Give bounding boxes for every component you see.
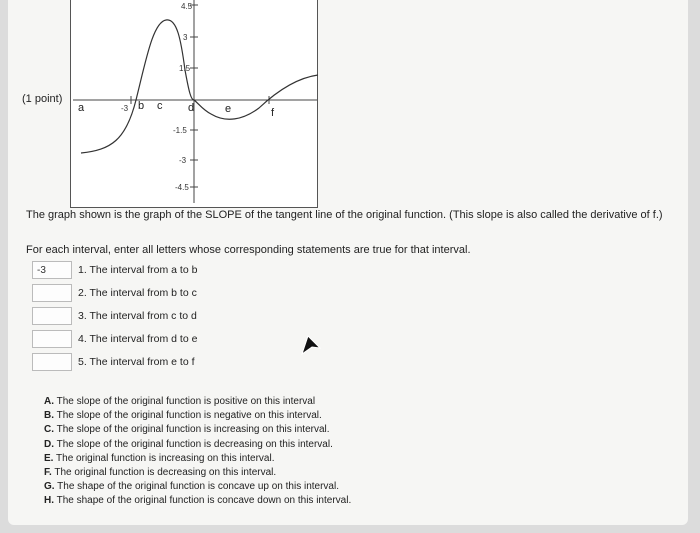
y-tick-label: 4.5 <box>181 2 193 11</box>
point-letter-c: c <box>157 100 163 112</box>
statement-key: B. <box>44 410 54 422</box>
graph-svg <box>71 0 319 208</box>
answer-row <box>32 330 292 350</box>
point-letter-d: d <box>188 102 195 114</box>
answer-row <box>32 353 292 373</box>
answer-row <box>32 261 292 281</box>
statement-item <box>44 395 351 409</box>
answer-input-2[interactable] <box>32 284 72 302</box>
statement-item <box>44 409 351 423</box>
point-letter-b: b <box>138 100 145 112</box>
answer-input-3[interactable] <box>32 307 72 325</box>
answer-input-5[interactable] <box>32 353 72 371</box>
statement-item <box>44 452 351 466</box>
statement-key: D. <box>44 438 54 450</box>
point-letter-f: f <box>271 107 275 119</box>
answer-row <box>32 307 292 327</box>
answer-label-1: 1. The interval from a to b <box>78 264 198 276</box>
statement-list <box>44 395 351 509</box>
answer-label-4: 4. The interval from d to e <box>78 333 198 345</box>
point-letter-a: a <box>78 102 85 114</box>
statement-key: E. <box>44 452 54 464</box>
statement-key: G. <box>44 481 55 493</box>
derivative-graph <box>70 0 318 208</box>
y-tick-label: -4.5 <box>175 183 189 192</box>
statement-key: F. <box>44 467 52 479</box>
statement-text: The slope of the original function is positive on this interval <box>54 396 316 407</box>
statement-text: The original function is decreasing on this interval. <box>51 467 277 479</box>
statement-item <box>44 494 351 508</box>
statement-text: The slope of the original function is negative on this interval. <box>54 410 322 422</box>
statement-key: A. <box>44 396 54 407</box>
statement-text: The slope of the original function is decreasing on this interval. <box>54 438 333 450</box>
problem-description: The graph shown is the graph of the SLOPE of the tangent line of the original function. (This slope is also called the derivative of f.) <box>26 209 663 221</box>
answer-input-1[interactable] <box>32 261 72 279</box>
mouse-cursor-icon <box>300 334 322 356</box>
y-tick-label: 1.5 <box>179 64 191 73</box>
y-tick-label: -1.5 <box>173 126 187 135</box>
y-tick-label: -3 <box>179 156 187 165</box>
answer-label-2: 2. The interval from b to c <box>78 287 197 299</box>
answer-label-3: 3. The interval from c to d <box>78 310 197 322</box>
statement-item <box>44 480 351 494</box>
problem-instruction: For each interval, enter all letters whose corresponding statements are true for that interval. <box>26 244 471 256</box>
answer-input-4[interactable] <box>32 330 72 348</box>
statement-text: The original function is increasing on this interval. <box>53 452 275 464</box>
statement-item <box>44 466 351 480</box>
y-tick-label: 3 <box>183 33 188 42</box>
answer-label-5: 5. The interval from e to f <box>78 356 195 368</box>
point-value: (1 point) <box>22 93 63 105</box>
statement-item <box>44 423 351 437</box>
point-letter-e: e <box>225 103 232 115</box>
statement-key: C. <box>44 424 54 436</box>
statement-text: The shape of the original function is concave down on this interval. <box>54 495 352 507</box>
answer-row <box>32 284 292 304</box>
statement-item <box>44 438 351 452</box>
x-tick-label: -3 <box>121 104 129 113</box>
problem-panel <box>8 0 688 525</box>
statement-text: The shape of the original function is concave up on this interval. <box>54 481 339 493</box>
statement-key: H. <box>44 495 54 507</box>
statement-text: The slope of the original function is increasing on this interval. <box>54 424 330 436</box>
slope-curve <box>81 20 318 153</box>
